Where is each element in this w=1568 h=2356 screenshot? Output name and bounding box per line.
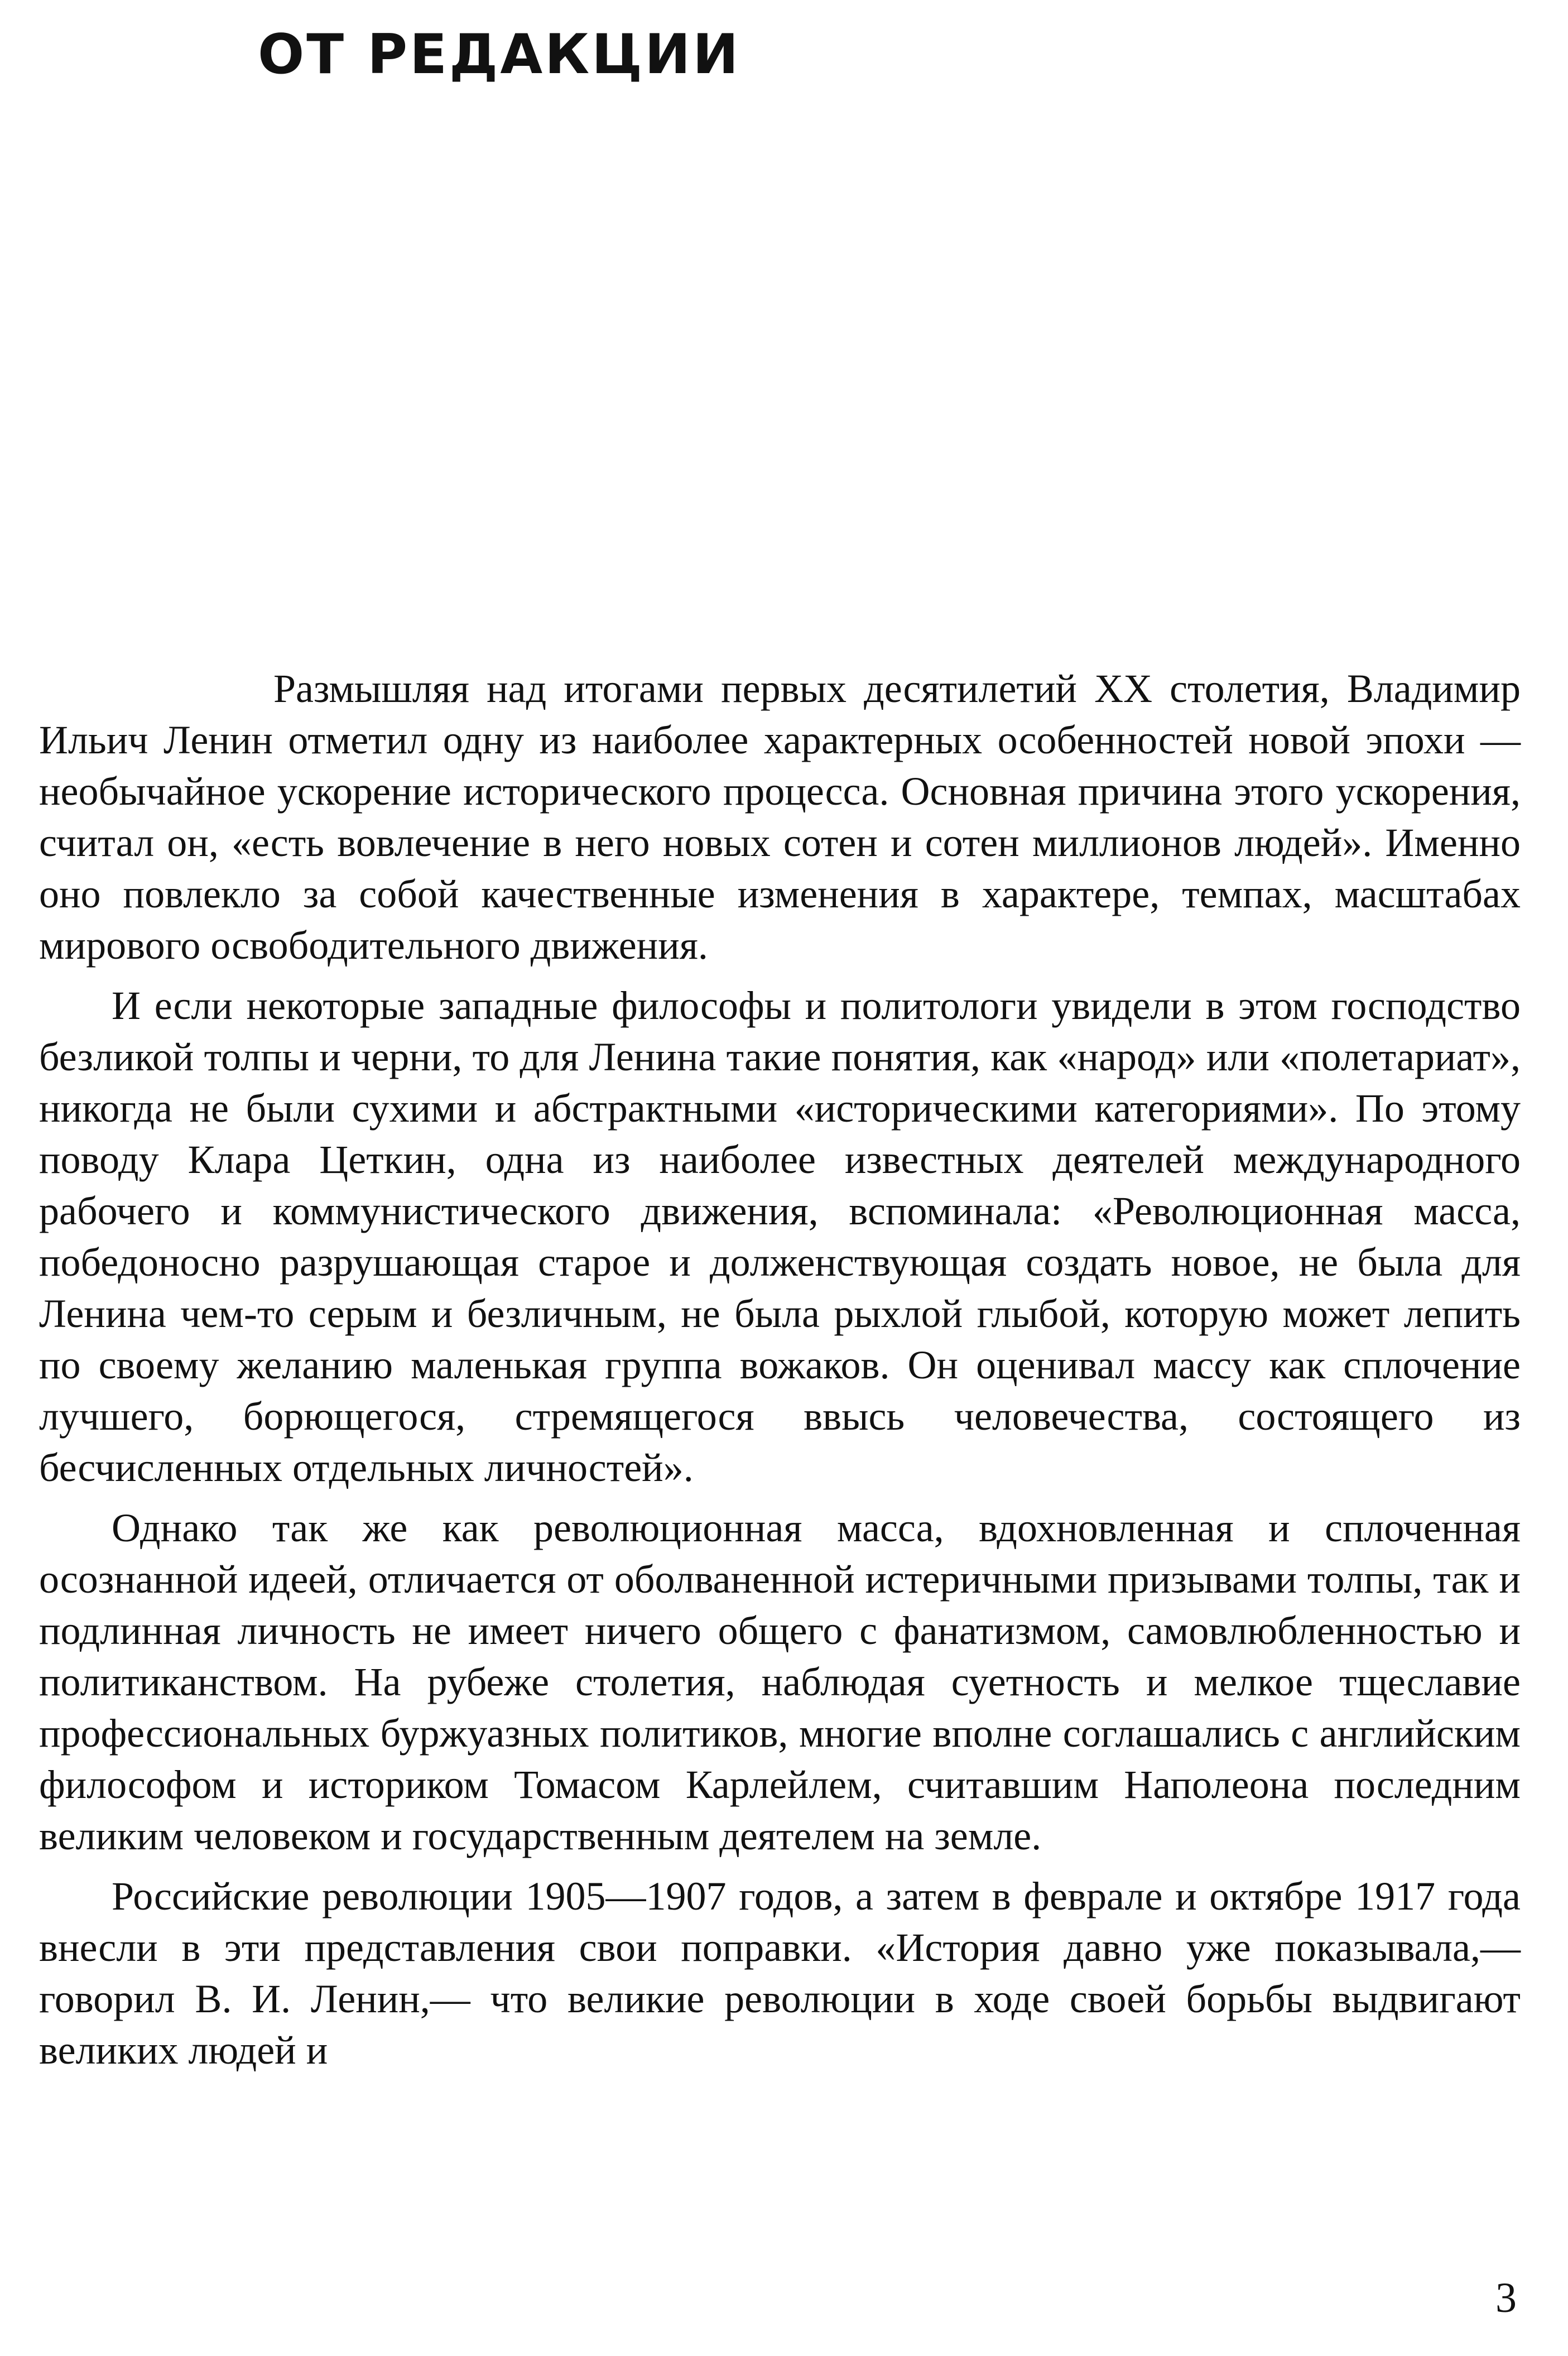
paragraph-3: Однако так же как революционная масса, вдохновленная и сплоченная осознанной идеей, отличается от оболваненной истеричными призывами толпы, так и подлинная личность не имеет ничего общего с фанатизмом, самовлюбленностью и политиканством. На рубеже столетия, наблюдая суетность и мелкое тщеславие профессиональных буржуазных политиков, многие вполне соглашались с английским философом и историком Томасом Карлейлем, считавшим Наполеона последним великим человеком и государственным деятелем на земле.	[39, 1506, 1521, 1858]
page-number: 3	[1495, 2275, 1517, 2321]
paragraph-1: Размышляя над итогами первых десятилетий XX столетия, Владимир Ильич Ленин отметил одну из наиболее характерных особенностей новой эпохи — необычайное ускорение исторического процесса. Основная причина этого ускорения, считал он, «есть вовлечение в него новых сотен и сотен миллионов людей». Именно оно повлекло за собой качественные изменения в характере, темпах, масштабах мирового освободительного движения.	[39, 666, 1521, 968]
paragraph-2: И если некоторые западные философы и политологи увидели в этом господство безликой толпы и черни, то для Ленина такие понятия, как «народ» или «полетариат», никогда не были сухими и абстрактными «историческими категориями». По этому поводу Клара Цеткин, одна из наиболее известных деятелей международного рабочего и коммунистического движения, вспоминала: «Революционная масса, победоносно разрушающая старое и долженствующая создать новое, не была для Ленина чем-то серым и безличным, не была рыхлой глыбой, которую может лепить по своему желанию маленькая группа вожаков. Он оценивал массу как сплочение лучшего, борющегося, стремящегося ввысь человечества, состоящего из бесчисленных отдельных личностей».	[39, 983, 1521, 1490]
body-text	[39, 663, 1521, 2085]
page-heading: ОТ РЕДАКЦИИ	[258, 23, 741, 86]
paragraph-4: Российские революции 1905—1907 годов, а затем в феврале и октябре 1917 года внесли в эти представления свои поправки. «История давно уже показывала,— говорил В. И. Ленин,— что великие революции в ходе своей борьбы выдвигают великих людей и	[39, 1874, 1521, 2073]
